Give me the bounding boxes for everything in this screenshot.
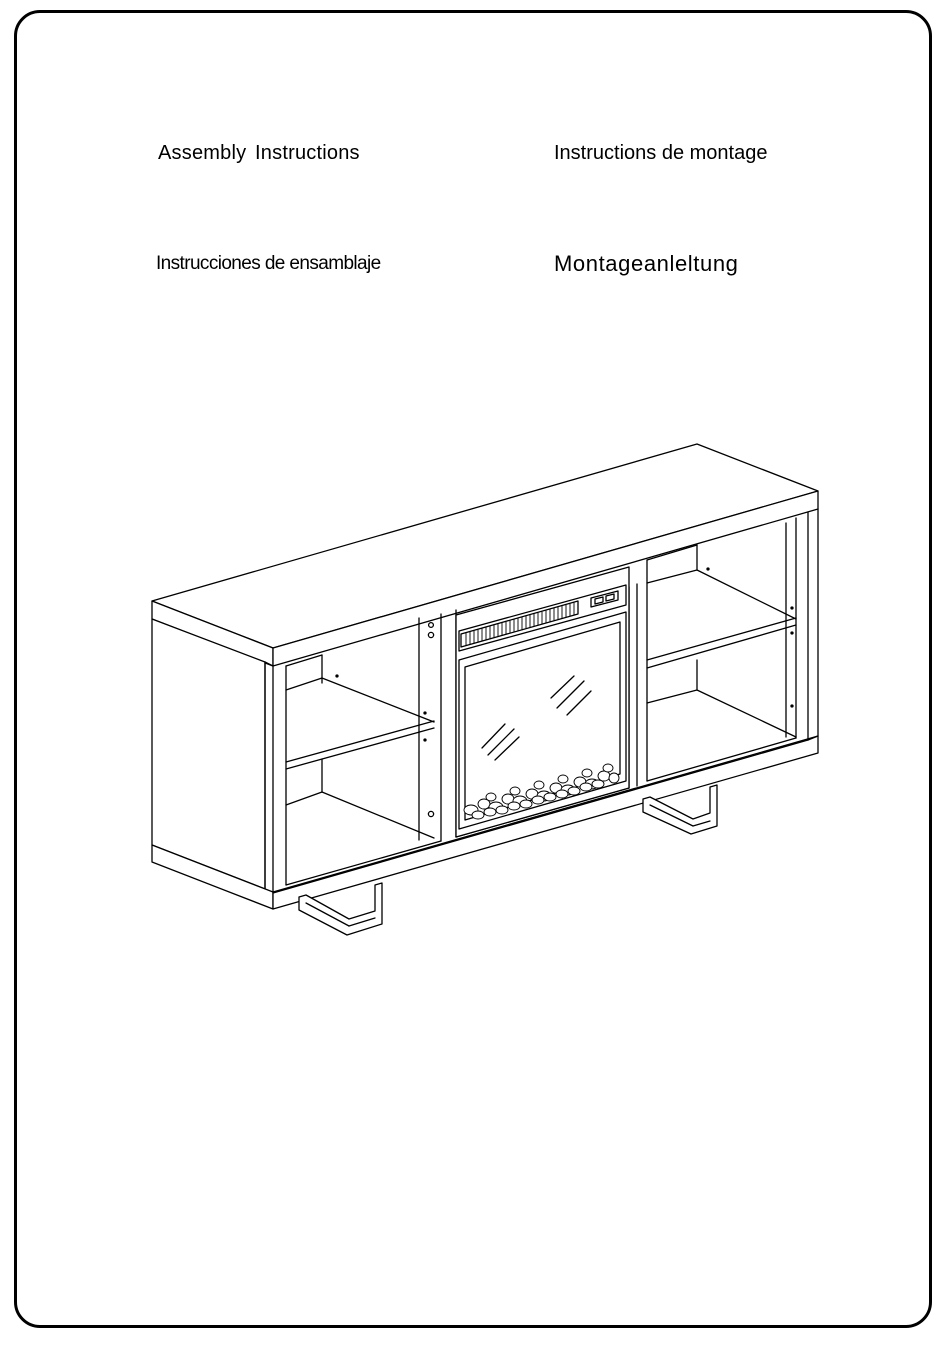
right-shelves [647,523,796,737]
fireplace-insert [456,567,629,837]
left-shelves [286,618,434,885]
title-french: Instructions de montage [554,142,768,164]
title-spanish: Instrucciones de ensamblaje [156,253,381,274]
title-english: Assembly Instructions [158,142,360,164]
title-german: Montageanleltung [554,251,739,276]
